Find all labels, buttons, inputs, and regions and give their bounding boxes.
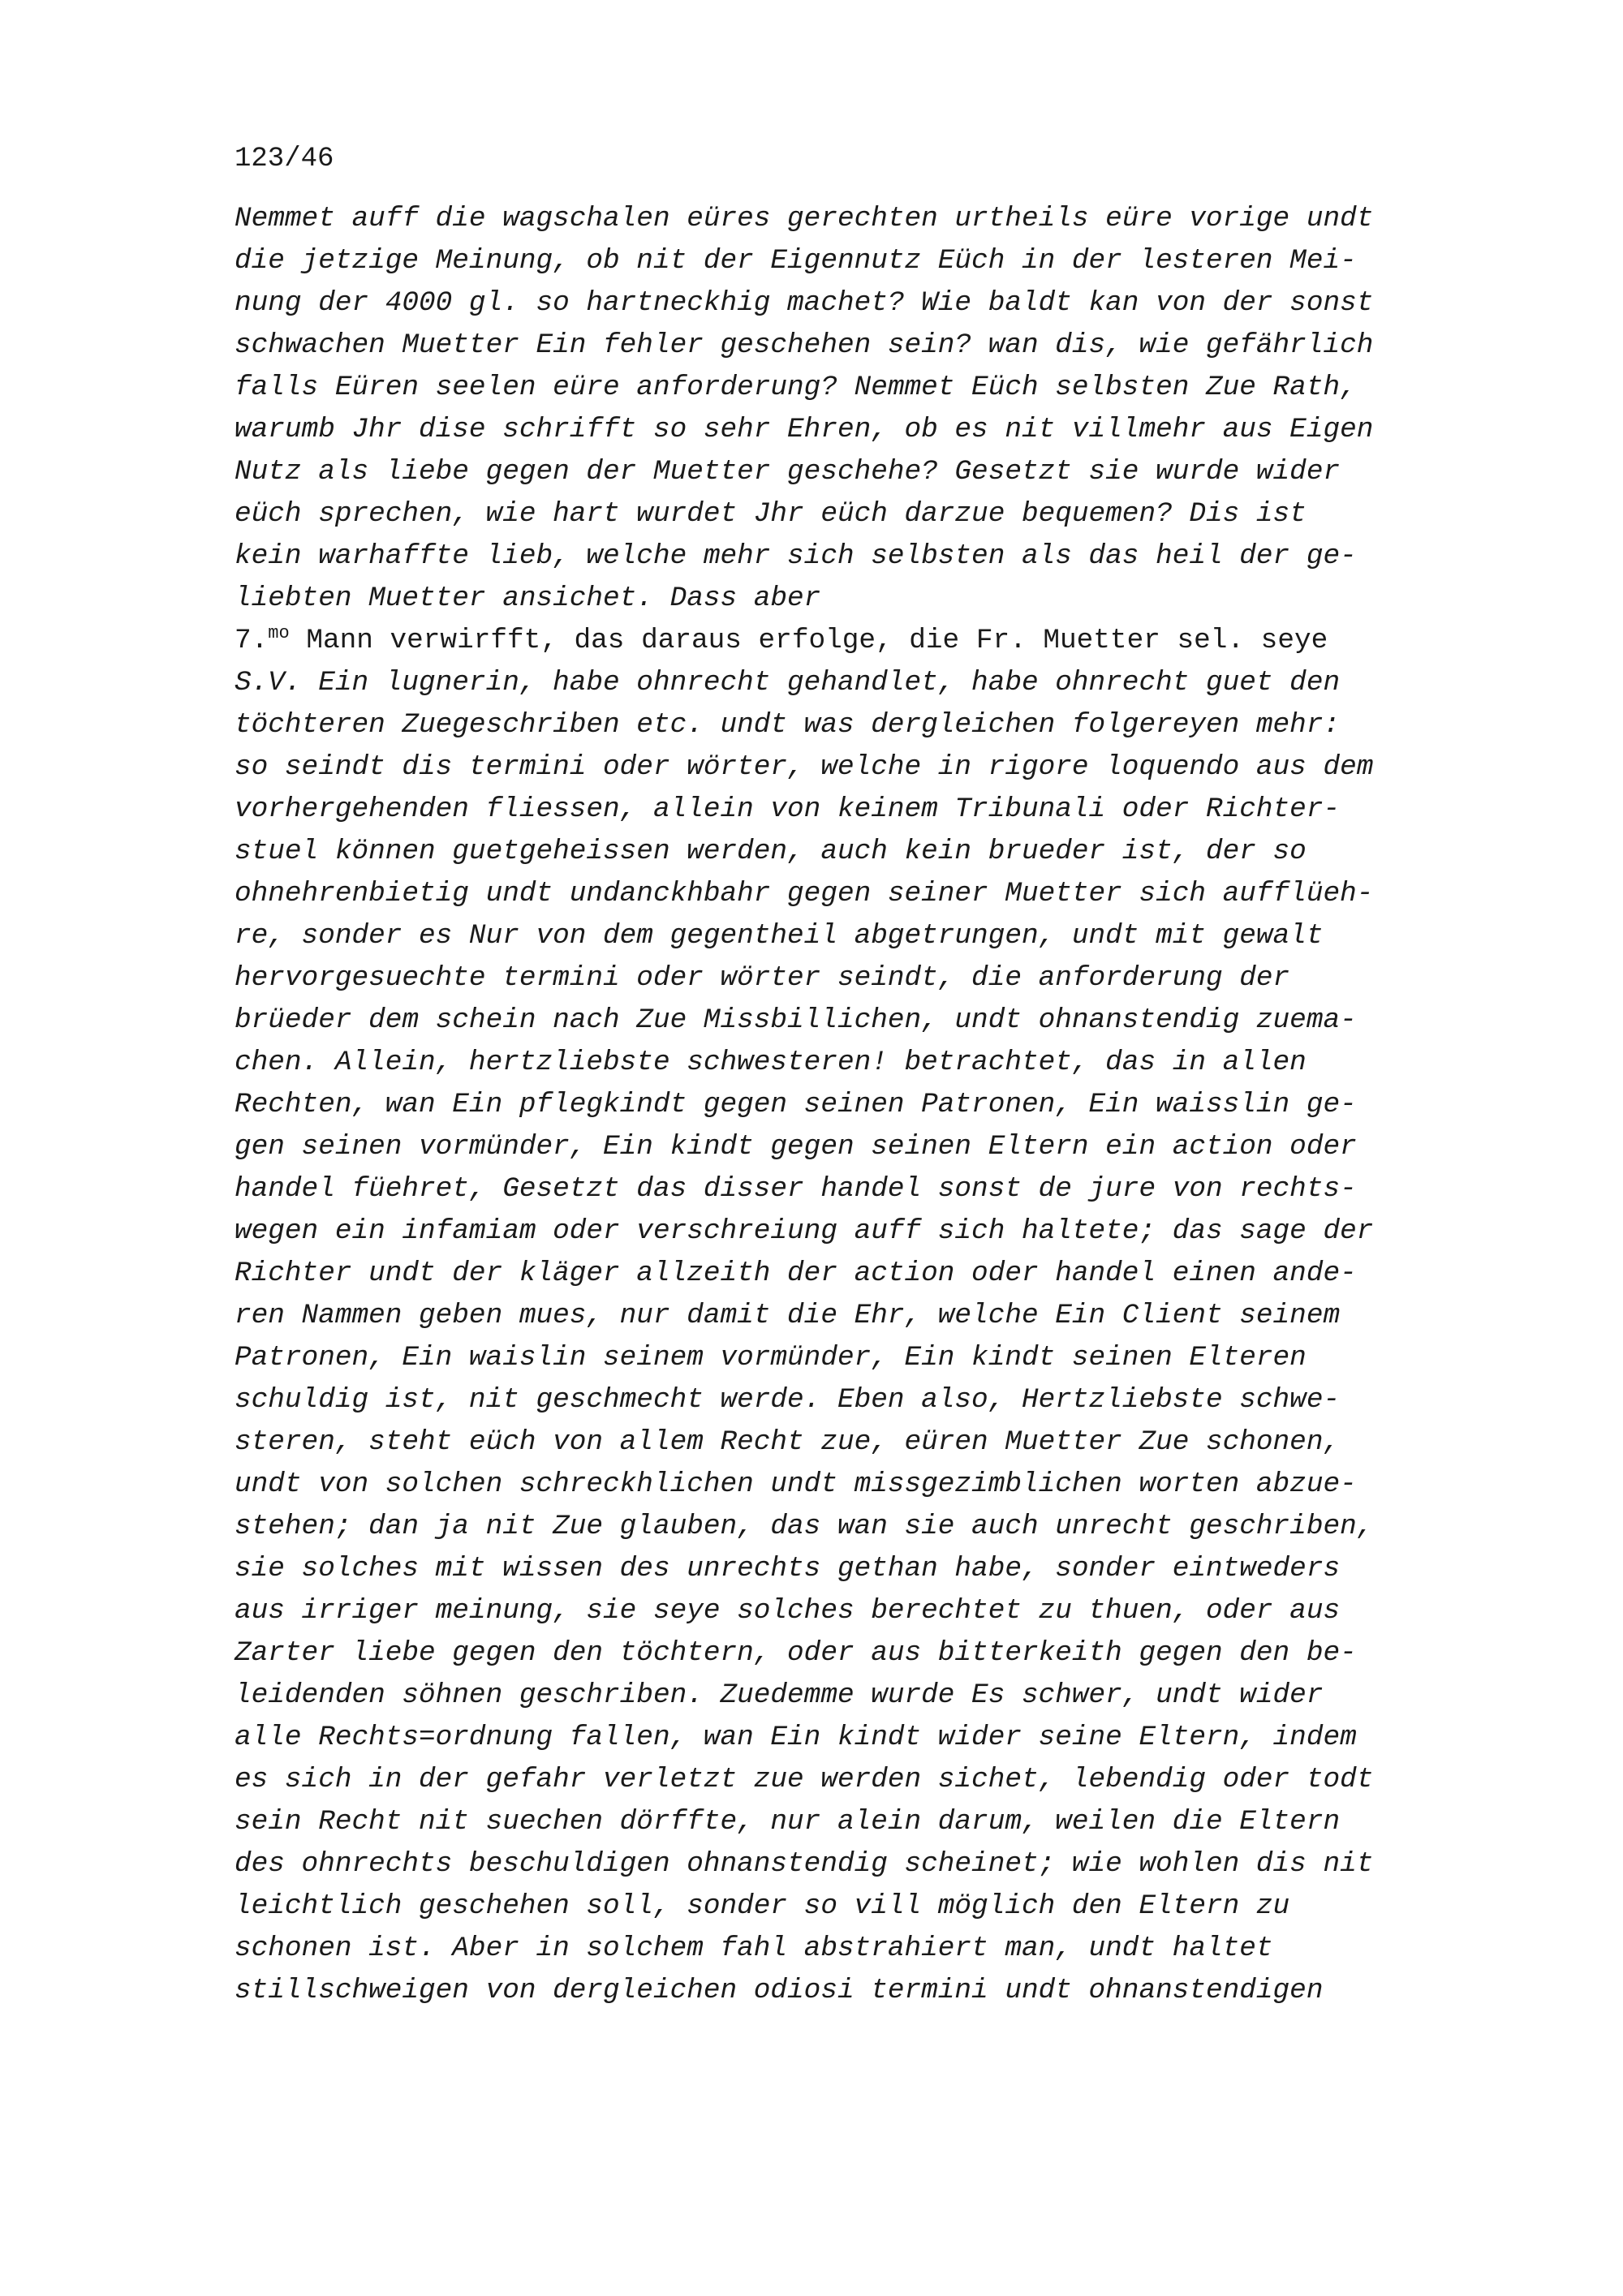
text-line: stehen; dan ja nit Zue glauben, das wan sie auch unrecht geschriben,	[235, 1511, 1374, 1542]
text-line: kein warhaffte lieb, welche mehr sich selbsten als das heil der ge-	[235, 540, 1357, 572]
text-line: leichtlich geschehen soll, sonder so vill möglich den Eltern zu	[235, 1890, 1290, 1922]
text-line: töchteren Zuegeschriben etc. undt was dergleichen folgereyen mehr:	[235, 709, 1341, 741]
numbered-line	[235, 620, 1500, 662]
text-line: gen seinen vormünder, Ein kindt gegen seinen Eltern ein action oder	[235, 1131, 1357, 1163]
text-line: Nemmet auff die wagschalen eüres gerechten urtheils eüre vorige undt	[235, 203, 1374, 234]
folio-number: 123/46	[235, 144, 334, 174]
text-line: falls Eüren seelen eüre anforderung? Nemmet Eüch selbsten Zue Rath,	[235, 372, 1357, 403]
text-line: steren, steht eüch von allem Recht zue, eüren Muetter Zue schonen,	[235, 1426, 1341, 1458]
text-line: sie solches mit wissen des unrechts gethan habe, sonder eintweders	[235, 1553, 1341, 1584]
text-line: hervorgesuechte termini oder wörter seindt, die anforderung der	[235, 962, 1290, 994]
numbered-line-text: Mann verwirfft, das daraus erfolge, die Fr. Muetter sel. seye	[289, 625, 1328, 656]
line-number-superscript: mo	[268, 623, 290, 643]
text-line: Zarter liebe gegen den töchtern, oder aus bitterkeith gegen den be-	[235, 1637, 1357, 1669]
text-line: chen. Allein, hertzliebste schwesteren! betrachtet, das in allen	[235, 1047, 1307, 1078]
text-line: nung der 4000 gl. so hartneckhig machet? Wie baldt kan von der sonst	[235, 287, 1374, 319]
text-line: ohnehrenbietig undt undanckhbahr gegen seiner Muetter sich aufflüeh-	[235, 878, 1374, 909]
text-line: schuldig ist, nit geschmecht werde. Eben also, Hertzliebste schwe-	[235, 1384, 1341, 1416]
text-line: des ohnrechts beschuldigen ohnanstendig scheinet; wie wohlen dis nit	[235, 1848, 1374, 1880]
text-line: Richter undt der kläger allzeith der action oder handel einen ande-	[235, 1258, 1357, 1289]
text-line: ren Nammen geben mues, nur damit die Ehr, welche Ein Client seinem	[235, 1300, 1341, 1331]
text-line: handel füehret, Gesetzt das disser handel sonst de jure von rechts-	[235, 1173, 1357, 1205]
text-line: die jetzige Meinung, ob nit der Eigennutz Eüch in der lesteren Mei-	[235, 245, 1357, 277]
text-line: brüeder dem schein nach Zue Missbillichen, undt ohnanstendig zuema-	[235, 1004, 1357, 1036]
text-line: schonen ist. Aber in solchem fahl abstrahiert man, undt haltet	[235, 1933, 1273, 1964]
text-line: undt von solchen schreckhlichen undt missgezimblichen worten abzue-	[235, 1468, 1357, 1500]
text-line: schwachen Muetter Ein fehler geschehen sein? wan dis, wie gefährlich	[235, 329, 1374, 361]
text-line: stuel können guetgeheissen werden, auch kein brueder ist, der so	[235, 836, 1307, 867]
text-line: Rechten, wan Ein pflegkindt gegen seinen Patronen, Ein waisslin ge-	[235, 1089, 1357, 1120]
text-line: alle Rechts=ordnung fallen, wan Ein kindt wider seine Eltern, indem	[235, 1722, 1357, 1753]
transcription-body	[235, 198, 1500, 2012]
text-line: wegen ein infamiam oder verschreiung auff sich haltete; das sage der	[235, 1215, 1374, 1247]
text-line: stillschweigen von dergleichen odiosi termini undt ohnanstendigen	[235, 1975, 1324, 2006]
text-line: sein Recht nit suechen dörffte, nur alein darum, weilen die Eltern	[235, 1806, 1341, 1838]
line-number: 7.	[235, 625, 269, 656]
text-line: leidenden söhnen geschriben. Zuedemme wurde Es schwer, undt wider	[235, 1679, 1324, 1711]
text-line: vorhergehenden fliessen, allein von keinem Tribunali oder Richter-	[235, 793, 1341, 825]
text-line: S.V. Ein lugnerin, habe ohnrecht gehandlet, habe ohnrecht guet den	[235, 667, 1341, 699]
text-line: so seindt dis termini oder wörter, welche in rigore loquendo aus dem	[235, 751, 1374, 783]
text-line: eüch sprechen, wie hart wurdet Jhr eüch darzue bequemen? Dis ist	[235, 498, 1307, 530]
text-line: es sich in der gefahr verletzt zue werden sichet, lebendig oder todt	[235, 1764, 1374, 1795]
text-line: re, sonder es Nur von dem gegentheil abgetrungen, undt mit gewalt	[235, 920, 1324, 952]
text-line: aus irriger meinung, sie seye solches berechtet zu thuen, oder aus	[235, 1595, 1341, 1627]
text-line: liebten Muetter ansichet. Dass aber	[235, 583, 821, 614]
text-line: warumb Jhr dise schrifft so sehr Ehren, ob es nit villmehr aus Eigen	[235, 414, 1374, 445]
text-line: Nutz als liebe gegen der Muetter geschehe? Gesetzt sie wurde wider	[235, 456, 1341, 488]
text-line: Patronen, Ein waislin seinem vormünder, Ein kindt seinen Elteren	[235, 1342, 1307, 1374]
